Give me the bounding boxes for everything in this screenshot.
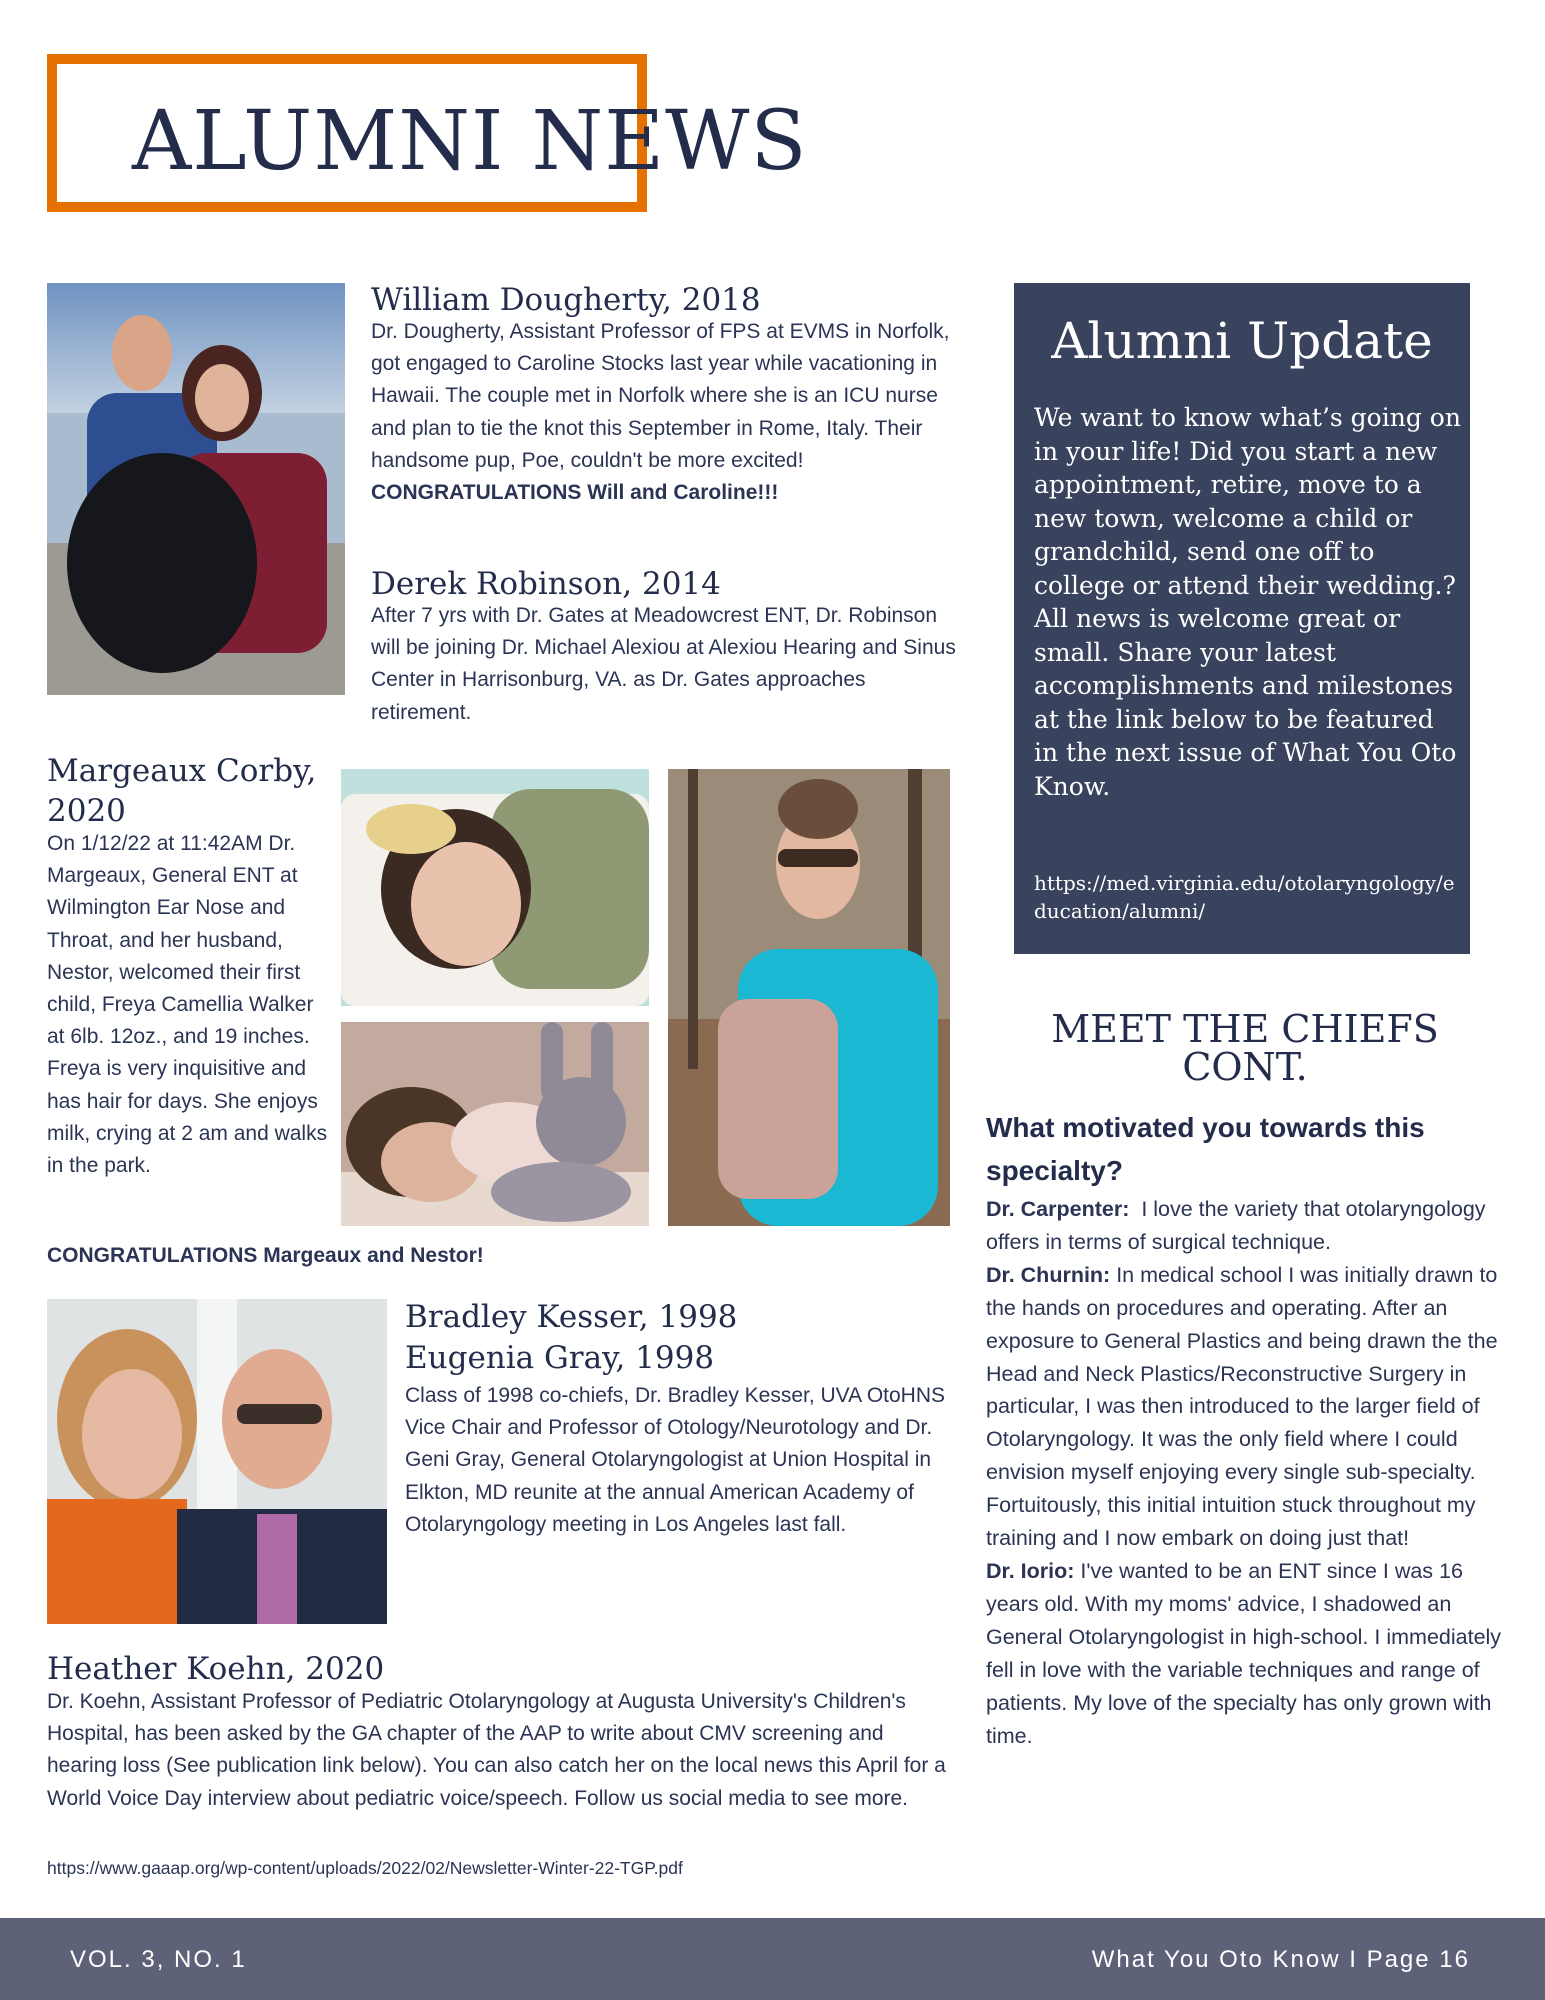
meet-chiefs-question: What motivated you towards this specialty? — [986, 1112, 1425, 1186]
article-text: Dr. Dougherty, Assistant Professor of FPS at EVMS in Norfolk, got engaged to Caroline Stocks last year while vacationing in Hawaii. The couple met in Norfolk where she is an ICU nurse and plan to tie the knot this September in Rome, Italy. Their handsome pup, Poe, couldn't be more excited! — [371, 320, 950, 472]
photo-dougherty-couple-with-dog — [47, 283, 345, 695]
heading-line: Eugenia Gray, 1998 — [405, 1340, 715, 1376]
article-heading-kesser-gray — [405, 1297, 737, 1379]
article-body-robinson: After 7 yrs with Dr. Gates at Meadowcrest ENT, Dr. Robinson will be joining Dr. Michael Alexiou at Alexiou Hearing and Sinus Center in Harrisonburg, VA. as Dr. Gates approaches retirement. — [371, 604, 956, 724]
answer-speaker: Dr. Iorio: — [986, 1558, 1075, 1583]
answer-speaker: Dr. Carpenter: — [986, 1197, 1130, 1221]
photo-baby-with-bow — [341, 769, 649, 1006]
answer-text: I love the variety that otolaryngology offers in terms of surgical technique. — [986, 1197, 1492, 1254]
heading-line: Bradley Kesser, 1998 — [405, 1299, 738, 1335]
photo-sleeping-baby-with-bunny — [341, 1022, 649, 1226]
page-title: ALUMNI NEWS — [132, 94, 808, 189]
congrats-text: CONGRATULATIONS Will and Caroline!!! — [371, 481, 779, 505]
congrats-text-corby: CONGRATULATIONS Margeaux and Nestor! — [47, 1244, 484, 1267]
article-heading-dougherty: William Dougherty, 2018 — [371, 282, 761, 318]
article-body-koehn: Dr. Koehn, Assistant Professor of Pediatric Otolaryngology at Augusta University's Children's Hospital, has been asked by the GA chapter of the AAP to write about CMV screening and hearing loss (See publication link below). You can also catch her on the local news this April for a World Voice Day interview about pediatric voice/speech. Follow us social media to see more. — [47, 1690, 946, 1810]
answer-text: In medical school I was initially drawn to the hands on procedures and operating. After an exposure to General Plastics and being drawn the the Head and Neck Plastics/Reconstructive Surgery in particular, I was then introduced to the larger field of Otolaryngology. It was the only field where I could envision myself enjoying every single sub-specialty. Fortuitously, this initial intuition stuck throughout my training and I now embark on doing just that! — [986, 1262, 1498, 1551]
photo-kesser-gray-selfie — [47, 1299, 387, 1624]
article-body-corby: On 1/12/22 at 11:42AM Dr. Margeaux, General ENT at Wilmington Ear Nose and Throat, and her husband, Nestor, welcomed their first child, Freya Camellia Walker at 6lb. 12oz., and 19 inches. Freya is very inquisitive and has hair for days. She enjoys milk, crying at 2 am and walks in the park. — [47, 832, 328, 1178]
meet-chiefs-title: MEET THE CHIEFS CONT. — [1051, 1007, 1439, 1089]
answer-carpenter — [986, 1193, 1506, 1259]
article-heading-robinson: Derek Robinson, 2014 — [371, 566, 721, 602]
photo-mother-with-baby-carrier — [668, 769, 950, 1226]
alumni-update-title: Alumni Update — [1051, 312, 1433, 370]
article-body-dougherty — [371, 316, 951, 509]
issue-number: VOL. 3, NO. 1 — [70, 1946, 247, 1973]
page-number: What You Oto Know I Page 16 — [1091, 1946, 1470, 1973]
answer-text: I've wanted to be an ENT since I was 16 years old. With my moms' advice, I shadowed an General Otolaryngologist in high-school. I immediately fell in love with the variable techniques and range of patients. My love of the specialty has only grown with time. — [986, 1558, 1502, 1748]
answer-speaker: Dr. Churnin: — [986, 1262, 1111, 1287]
heading-line: 2020 — [47, 793, 126, 829]
answer-iorio — [986, 1555, 1506, 1752]
heading-line: Margeaux Corby, — [47, 753, 317, 789]
alumni-update-body: We want to know what’s going on in your life! Did you start a new appointment, retire, move to a new town, welcome a child or grandchild, send one off to college or attend their wedding.? All news is welcome great or small. Share your latest accomplishments and milestones at the link below to be featured in the next issue of What You Oto Know. — [1034, 403, 1461, 801]
meet-chiefs-answers — [986, 1193, 1506, 1752]
alumni-update-box — [1014, 283, 1470, 954]
publication-link[interactable]: https://www.gaaap.org/wp-content/uploads/2022/02/Newsletter-Winter-22-TGP.pdf — [47, 1858, 683, 1878]
page-footer — [0, 1918, 1545, 2000]
answer-churnin — [986, 1259, 1506, 1555]
alumni-update-link[interactable]: https://med.virginia.edu/otolaryngology/education/alumni/ — [1034, 871, 1455, 923]
article-body-kesser-gray: Class of 1998 co-chiefs, Dr. Bradley Kesser, UVA OtoHNS Vice Chair and Professor of Otology/Neurotology and Dr. Geni Gray, General Otolaryngologist at Union Hospital in Elkton, MD reunite at the annual American Academy of Otolaryngology meeting in Los Angeles last fall. — [405, 1384, 946, 1536]
article-heading-corby — [47, 751, 316, 831]
article-heading-koehn: Heather Koehn, 2020 — [47, 1651, 385, 1687]
